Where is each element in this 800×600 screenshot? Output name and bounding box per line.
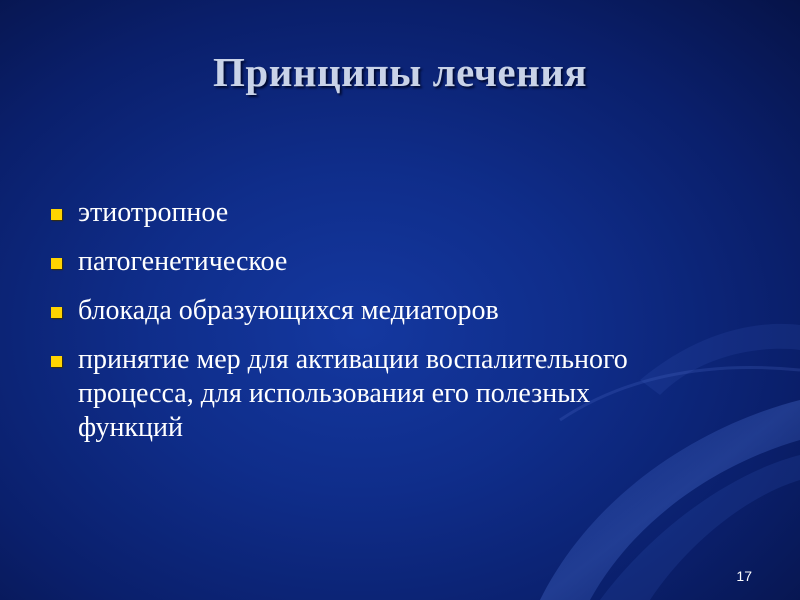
bullet-text: патогенетическое bbox=[78, 246, 288, 277]
bullet-item bbox=[46, 343, 686, 445]
bullet-item bbox=[46, 245, 686, 279]
square-bullet-icon bbox=[51, 258, 62, 269]
square-bullet-icon bbox=[51, 209, 62, 220]
bullet-text: блокада образующихся медиаторов bbox=[78, 295, 499, 326]
square-bullet-icon bbox=[51, 307, 62, 318]
bullet-text: принятие мер для активации воспалительного процесса, для использования его полезных функций bbox=[78, 344, 628, 443]
bullet-list bbox=[46, 196, 686, 460]
bullet-item bbox=[46, 294, 686, 328]
bullet-text: этиотропное bbox=[78, 197, 229, 228]
bullet-item bbox=[46, 196, 686, 230]
slide-title: Принципы лечения bbox=[213, 49, 587, 95]
slide-number: 17 bbox=[736, 568, 752, 584]
square-bullet-icon bbox=[51, 356, 62, 367]
